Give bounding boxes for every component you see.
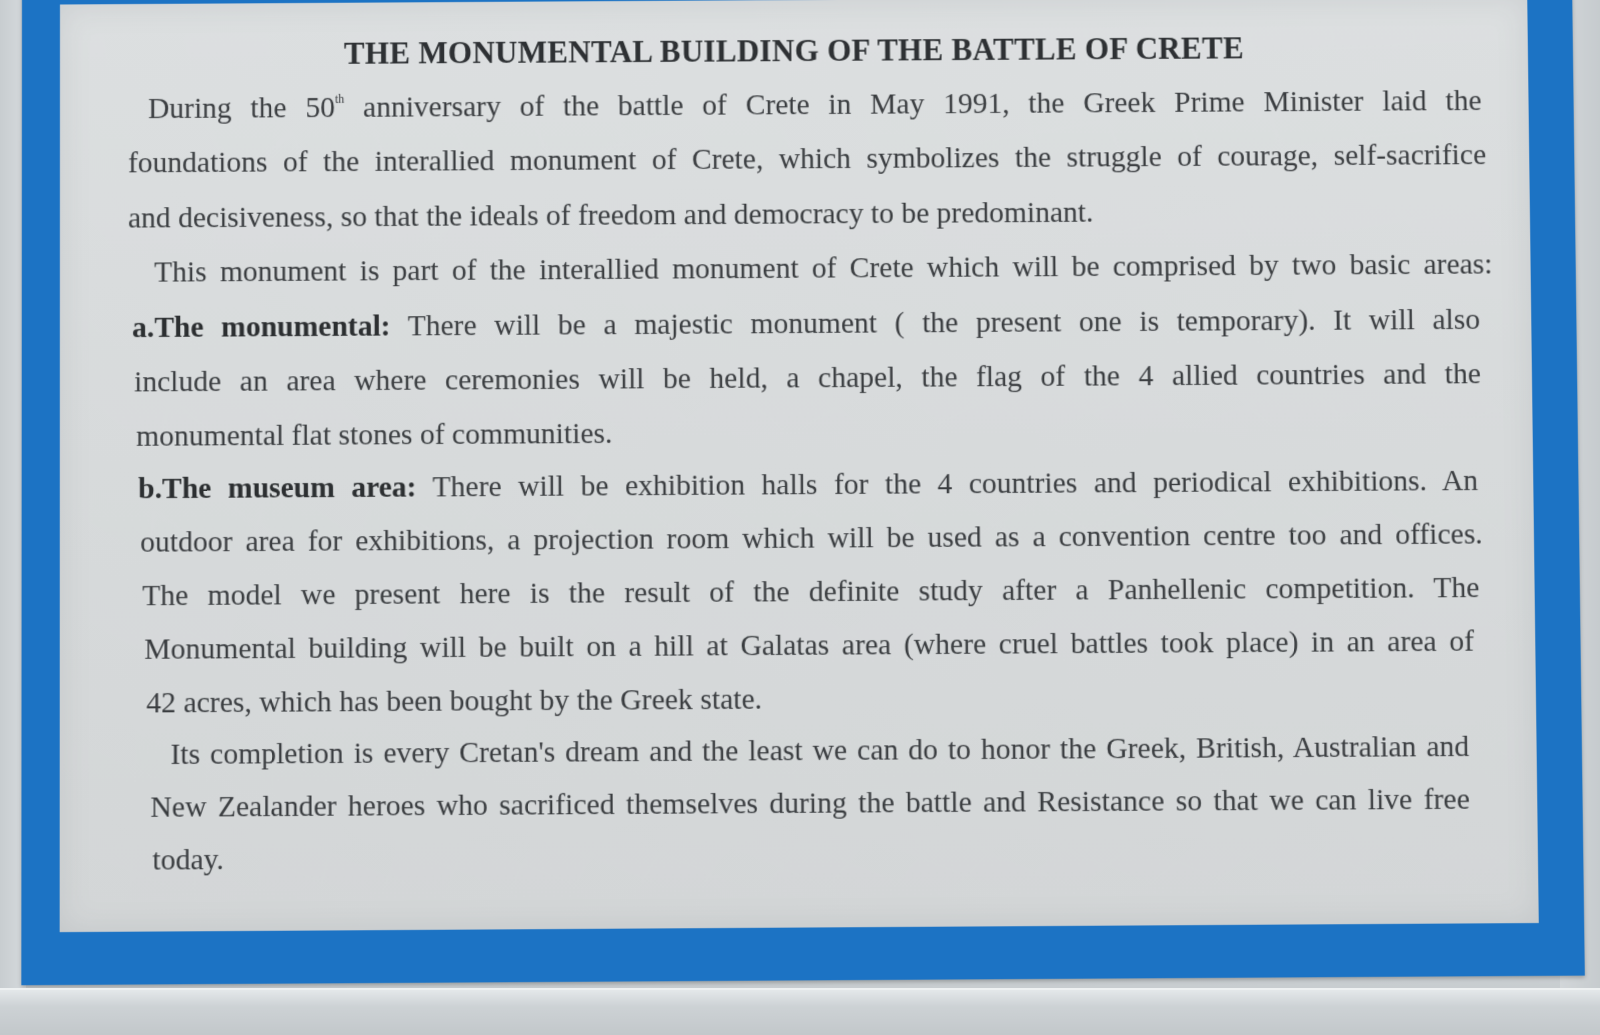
closing-line-1: Its completion is every Cretan's dream and the least we can do to honor the Greek, British, Australian and	[170, 730, 1470, 772]
section-b-line-1	[138, 464, 1479, 506]
closing-line-2: New Zealander heroes who sacrificed themselves during the battle and Resistance so that we can live free	[150, 783, 1470, 824]
section-b-line1-text: There will be exhibition halls for the 4 countries and periodical exhibitions. An	[416, 464, 1479, 504]
section-b-line-5: 42 acres, which has been bought by the Greek state.	[146, 683, 763, 720]
ordinal-suffix: th	[334, 91, 345, 106]
section-a-heading: a.The monumental:	[132, 310, 391, 345]
panel-title: THE MONUMENTAL BUILDING OF THE BATTLE OF CRETE	[343, 30, 1245, 71]
section-a-line1-text: There will be a majestic monument ( the present one is temporary). It will also	[390, 303, 1481, 343]
closing-line-3: today.	[152, 843, 224, 877]
p1-line1-end: anniversary of the battle of Crete in May 1991, the Greek Prime Minister laid the	[344, 84, 1482, 124]
section-a-line-1	[132, 303, 1481, 345]
display-shelf	[0, 988, 1600, 1035]
section-b-heading: b.The museum area:	[138, 471, 417, 506]
section-a-line-3: monumental flat stones of communities.	[136, 417, 613, 453]
paragraph-1-line-1	[148, 86, 1482, 125]
section-b-line-2: outdoor area for exhibitions, a projection room which will be used as a convention centre too and offices.	[140, 518, 1483, 559]
p1-line1-start: During the 50	[148, 91, 335, 126]
information-panel	[60, 0, 1539, 932]
section-b-line-4: Monumental building will be built on a hill at Galatas area (where cruel battles took place) in an area of	[144, 625, 1475, 666]
paragraph-1-line-2: foundations of the interallied monument of Crete, which symbolizes the struggle of courage, self-sacrifice	[128, 138, 1487, 180]
paragraph-2-line-1: This monument is part of the interallied monument of Crete which will be comprised by two basic areas:	[154, 248, 1493, 289]
paragraph-1-line-3: and decisiveness, so that the ideals of freedom and democracy to be predominant.	[128, 196, 1094, 235]
section-a-line-2: include an area where ceremonies will be held, a chapel, the flag of the 4 allied countries and the	[134, 358, 1481, 399]
blue-frame	[21, 0, 1585, 985]
section-b-line-3: The model we present here is the result of the definite study after a Panhellenic competition. The	[142, 571, 1480, 613]
